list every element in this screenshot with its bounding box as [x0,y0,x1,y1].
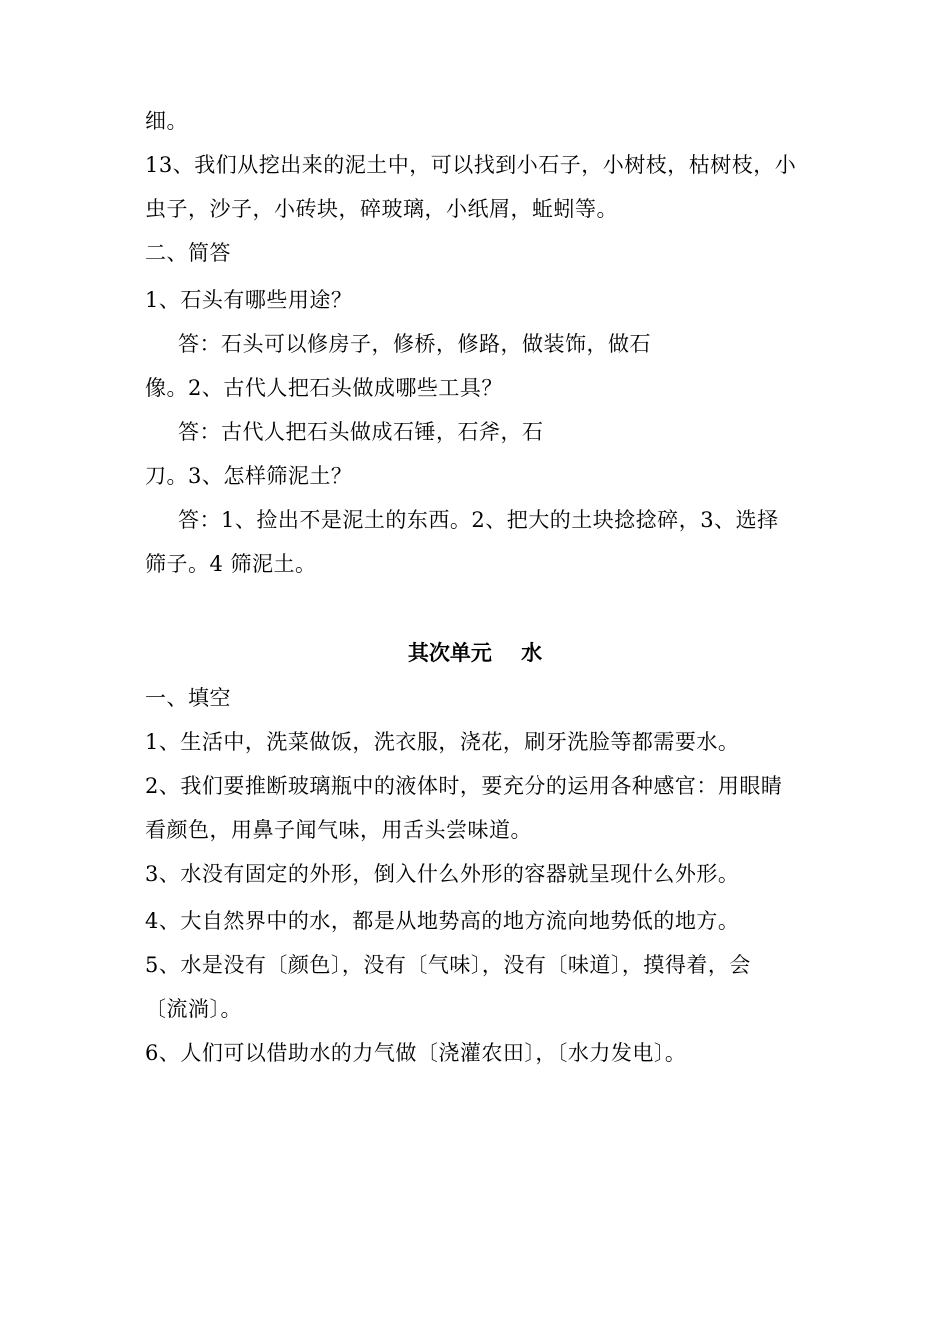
answer-3-cont: 筛子。4 筛泥土。 [145,552,317,576]
section-heading-short-answer: 二、简答 [145,241,231,265]
fill-item-3: 3、水没有固定的外形，倒入什么外形的容器就呈现什么外形。 [145,862,740,886]
answer-2-cont-question-3: 刀。3、怎样筛泥土？ [145,464,353,488]
fill-item-5-cont: 〔流淌〕。 [145,997,242,1021]
fill-item-5: 5、水是没有〔颜色〕，没有〔气味〕，没有〔味道〕，摸得着，会 [145,953,751,977]
answer-1: 答：石头可以修房子，修桥，修路，做装饰，做石 [178,332,651,356]
fill-item-13-cont: 虫子，沙子，小砖块，碎玻璃，小纸屑，蚯蚓等。 [145,197,618,221]
text-line-continuation: 细。 [145,109,188,133]
fill-item-2: 2、我们要推断玻璃瓶中的液体时，要充分的运用各种感官：用眼睛 [145,774,783,798]
fill-item-4: 4、大自然界中的水，都是从地势高的地方流向地势低的地方。 [145,909,740,933]
answer-3: 答：1、捡出不是泥土的东西。2、把大的土块捻捻碎，3、选择 [178,508,779,532]
fill-item-13: 13、我们从挖出来的泥土中，可以找到小石子，小树枝，枯树枝，小 [145,153,797,177]
fill-item-1: 1、生活中，洗菜做饭，洗衣服，浇花，刷牙洗脸等都需要水。 [145,730,740,754]
question-1: 1、石头有哪些用途？ [145,288,353,312]
fill-item-6: 6、人们可以借助水的力气做〔浇灌农田〕，〔水力发电〕。 [145,1041,687,1065]
answer-1-cont-question-2: 像。2、古代人把石头做成哪些工具？ [145,376,503,400]
answer-2: 答：古代人把石头做成石锤，石斧，石 [178,420,544,444]
fill-item-2-cont: 看颜色，用鼻子闻气味，用舌头尝味道。 [145,818,532,842]
unit-title: 其次单元 水 [407,641,543,665]
section-heading-fill-blank: 一、填空 [145,686,231,710]
